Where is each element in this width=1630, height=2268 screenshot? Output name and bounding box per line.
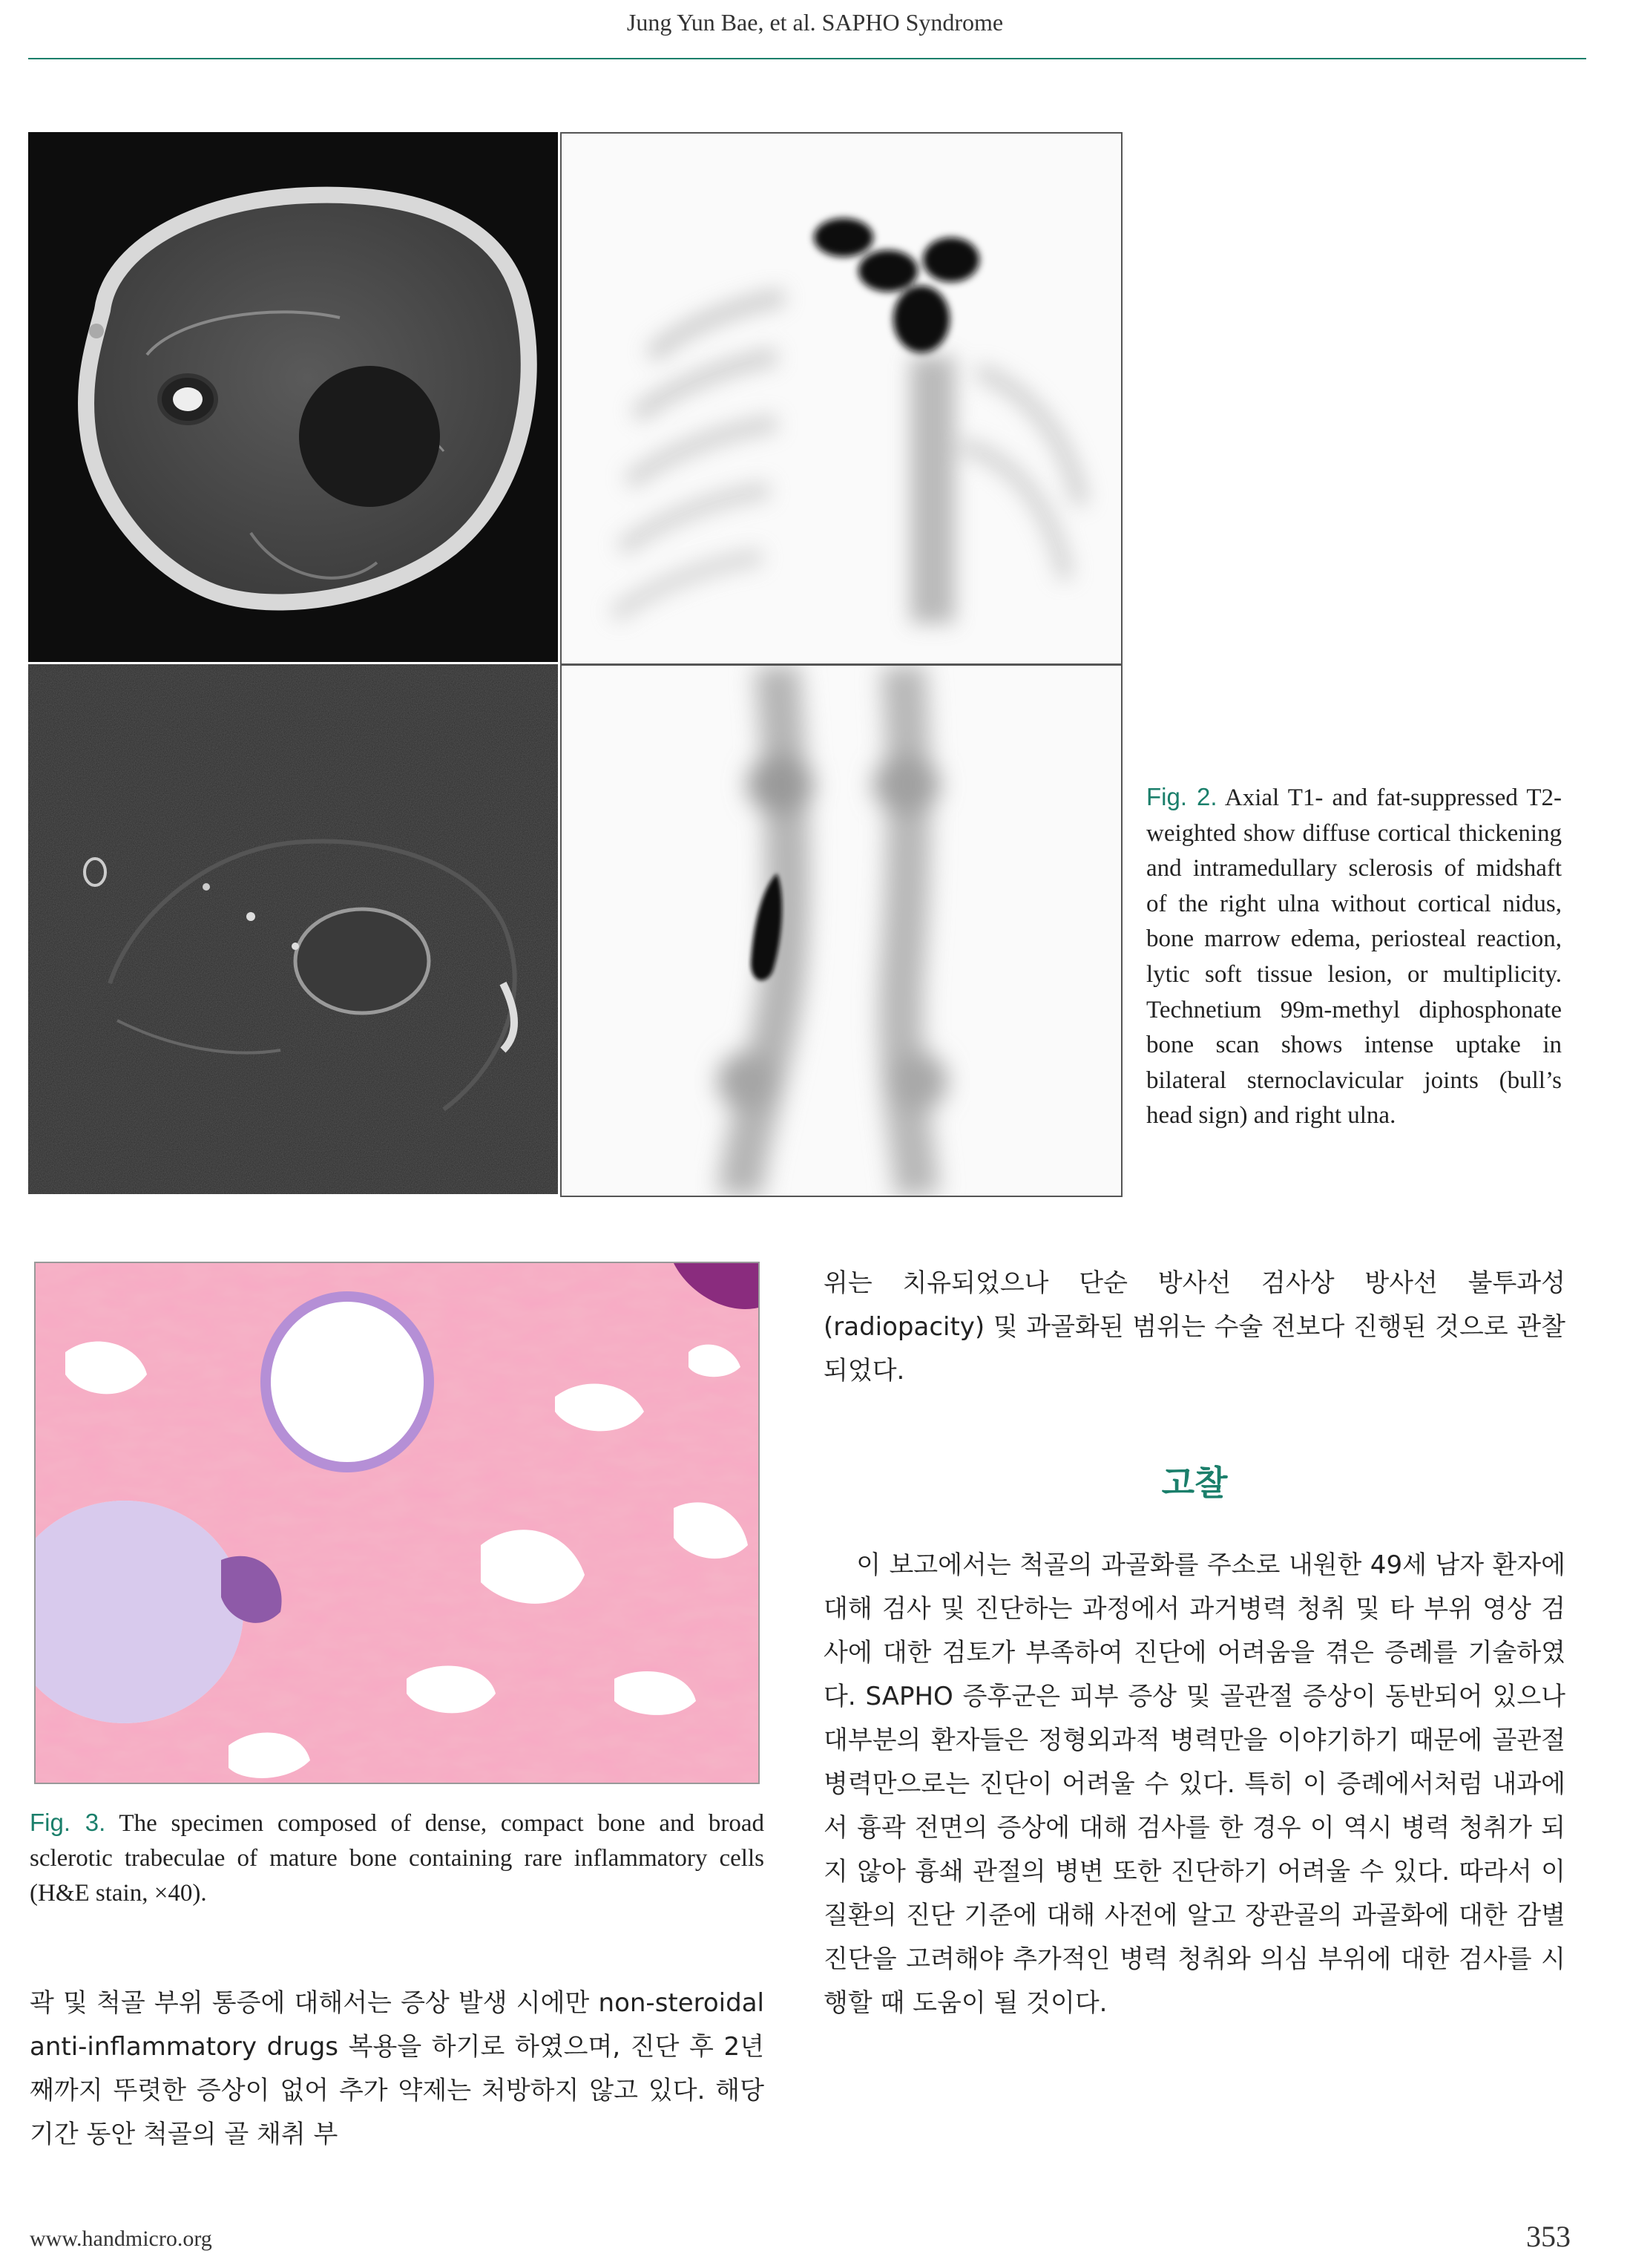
running-header: Jung Yun Bae, et al. SAPHO Syndrome <box>626 9 1004 36</box>
page-number: 353 <box>1526 2220 1571 2253</box>
footer-website: www.handmicro.org <box>30 2226 212 2251</box>
fig3-caption-text: The specimen composed of dense, compact bone and broad sclerotic trabeculae of mature bone containing rare inflammatory cells (H&E stain, ×40). <box>30 1810 764 1907</box>
right-column-continuation: 위는 치유되었으나 단순 방사선 검사상 방사선 불투과성 (radiopacity) 및 과골화된 범위는 수술 전보다 진행된 것으로 관찰되었다. <box>824 1268 1565 1386</box>
fig2-panel-bone-scan-forearms <box>560 664 1123 1197</box>
section-heading-discussion: 고찰 <box>1161 1463 1228 1503</box>
fig3-histology-image <box>34 1262 760 1784</box>
fig2-caption <box>1146 779 1562 1134</box>
fig2-caption-text: Axial T1- and fat-suppressed T2-weighted show diffuse cortical thickening and intramedullary sclerosis of midshaft of the right ulna without cortical nidus, bone marrow edema, periosteal reaction, lytic soft tissue lesion, or multiplicity. Technetium 99m-methyl diphosphonate bone scan shows intense uptake in bilateral sternoclavicular joints (bull’s head sign) and right ulna. <box>1146 784 1562 1130</box>
header-rule <box>28 58 1586 59</box>
fig3-caption <box>30 1805 764 1911</box>
fig2-label: Fig. 2. <box>1146 783 1217 810</box>
discussion-paragraph: 이 보고에서는 척골의 과골화를 주소로 내원한 49세 남자 환자에 대해 검사 및 진단하는 과정에서 과거병력 청취 및 타 부위 영상 검사에 대한 검토가 부족하여 진단에 어려움을 겪은 증례를 기술하였다. SAPHO 증후군은 피부 증상 및 골관절 증상이 동반되어 있으나 대부분의 환자들은 정형외과적 병력만을 이야기하기 때문에 골관절 병력만으로는 진단이 어려울 수 있다. 특히 이 증례에서처럼 내과에서 흉곽 전면의 증상에 대해 검사를 한 경우 이 역시 병력 청취가 되지 않아 흉쇄 관절의 병변 또한 진단하기 어려울 수 있다. 따라서 이 질환의 진단 기준에 대해 사전에 알고 장관골의 과골화에 대한 감별 진단을 고려해야 추가적인 병력 청취와 의심 부위에 대한 검사를 시행할 때 도움이 될 것이다. <box>824 1550 1565 2018</box>
left-column-text: 곽 및 척골 부위 통증에 대해서는 증상 발생 시에만 non-steroidal anti-inflammatory drugs 복용을 하기로 하였으며, 진단 후 2년째까지 뚜렷한 증상이 없어 추가 약제는 처방하지 않고 있다. 해당 기간 동안 척골의 골 채취 부 <box>30 1988 764 2149</box>
fig2-panel-bone-scan-chest <box>560 132 1123 665</box>
fig3-label: Fig. 3. <box>30 1809 106 1836</box>
fig2-panel-t2-mri <box>28 664 558 1194</box>
fig2-panel-t1-mri <box>28 132 558 662</box>
